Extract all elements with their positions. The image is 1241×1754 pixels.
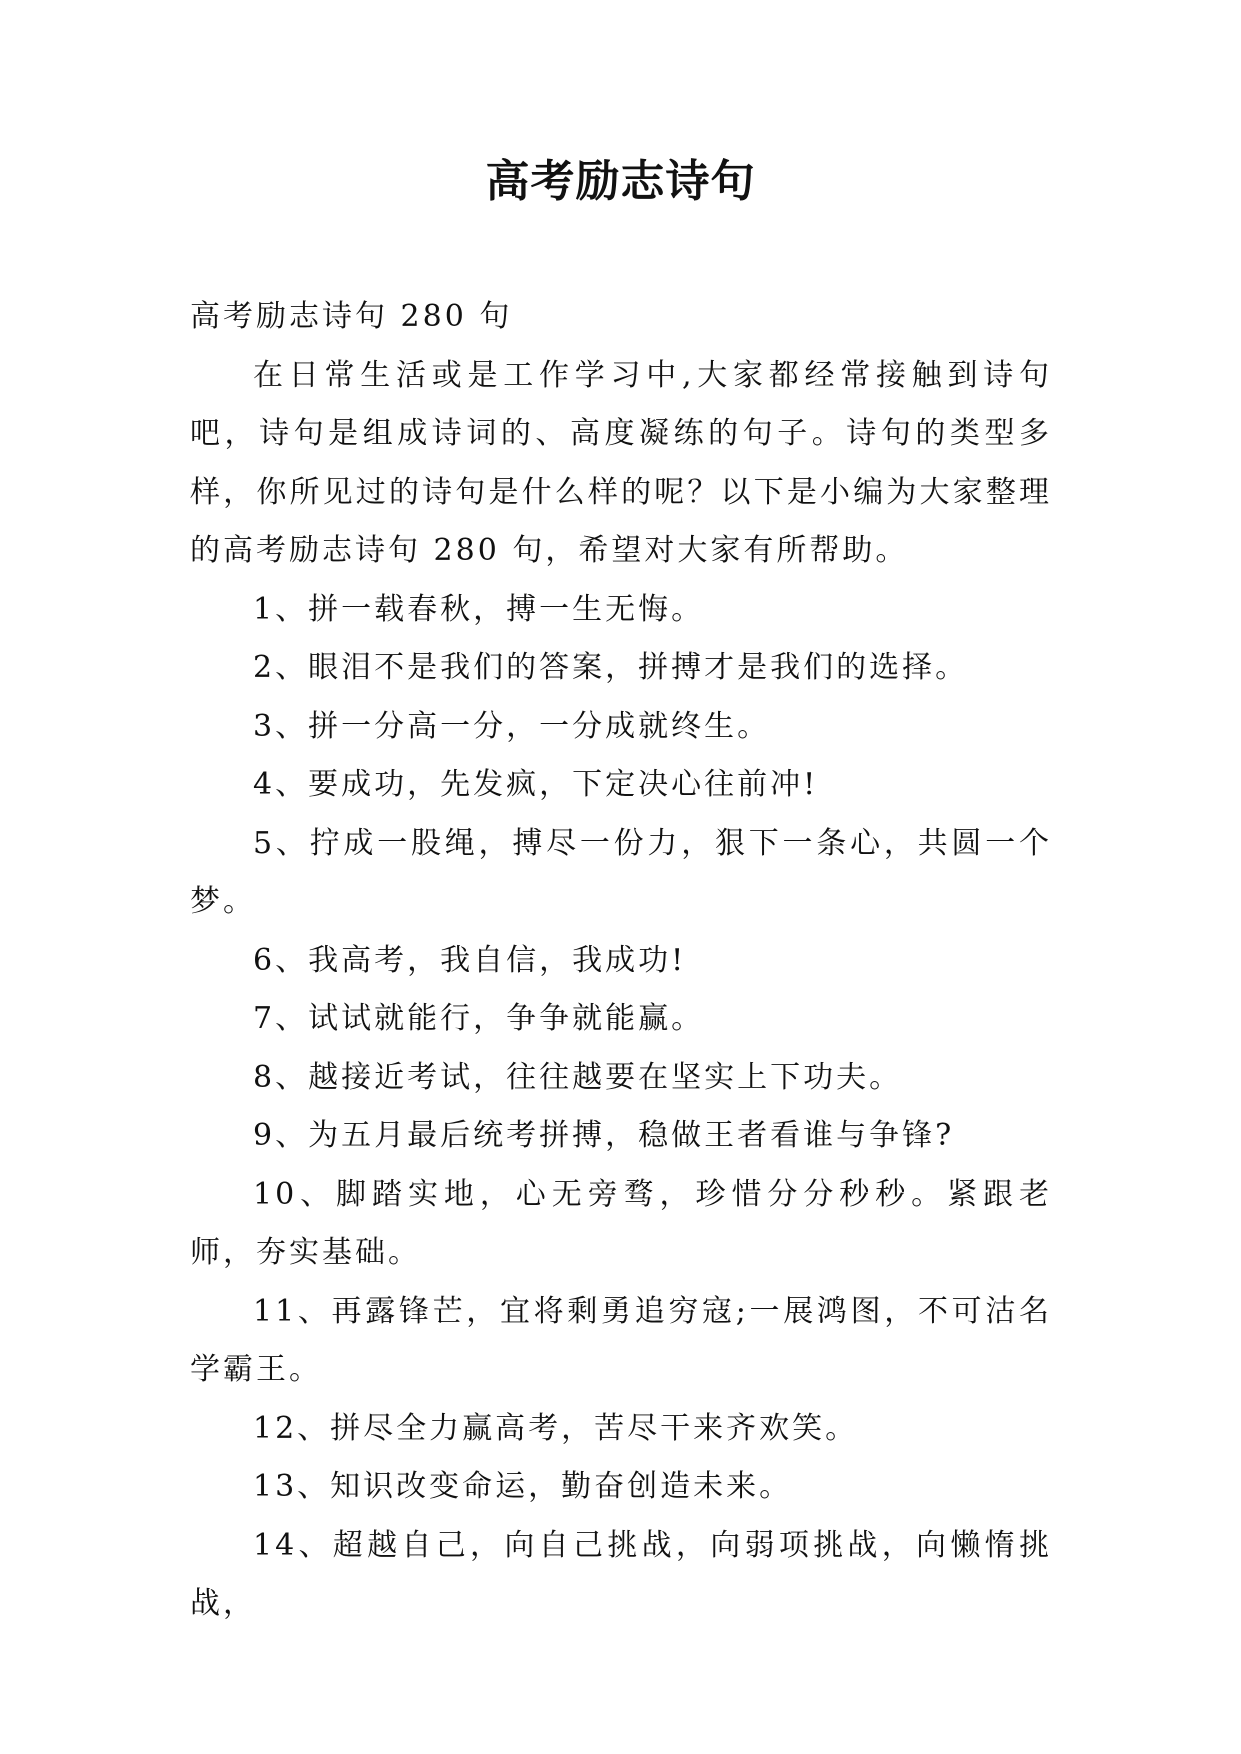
list-item: 5、拧成一股绳，搏尽一份力，狠下一条心，共圆一个梦。 <box>190 825 1052 919</box>
document-body <box>190 288 1052 1634</box>
list-item: 9、为五月最后统考拼搏，稳做王者看谁与争锋? <box>253 1118 955 1153</box>
intro-paragraph: 在日常生活或是工作学习中,大家都经常接触到诗句吧，诗句是组成诗词的、高度凝练的句子。诗句的类型多样，你所见过的诗句是什么样的呢？以下是小编为大家整理的高考励志诗句 280 句，希望对大家有所帮助。 <box>190 357 1052 568</box>
list-item: 8、越接近考试，往往越要在坚实上下功夫。 <box>253 1059 903 1095</box>
list-item: 6、我高考，我自信，我成功! <box>253 942 687 978</box>
list-item: 14、超越自己，向自己挑战，向弱项挑战，向懒惰挑战， <box>190 1527 1052 1621</box>
list-item: 13、知识改变命运，勤奋创造未来。 <box>253 1469 793 1504</box>
list-item: 11、再露锋芒，宜将剩勇追穷寇;一展鸿图，不可沽名学霸王。 <box>190 1293 1052 1387</box>
list-item: 1、拼一载春秋，搏一生无悔。 <box>253 591 705 627</box>
list-item: 7、试试就能行，争争就能赢。 <box>253 1001 705 1036</box>
list-item: 12、拼尽全力赢高考，苦尽干来齐欢笑。 <box>253 1410 859 1446</box>
document-subtitle: 高考励志诗句 280 句 <box>190 299 513 334</box>
list-item: 2、眼泪不是我们的答案，拼搏才是我们的选择。 <box>253 650 969 685</box>
list-item: 3、拼一分高一分，一分成就终生。 <box>253 708 771 744</box>
page-title: 高考励志诗句 <box>485 156 756 207</box>
list-item: 10、脚踏实地，心无旁骛，珍惜分分秒秒。紧跟老师，夯实基础。 <box>190 1176 1052 1270</box>
list-item: 4、要成功，先发疯，下定决心往前冲! <box>253 767 819 802</box>
